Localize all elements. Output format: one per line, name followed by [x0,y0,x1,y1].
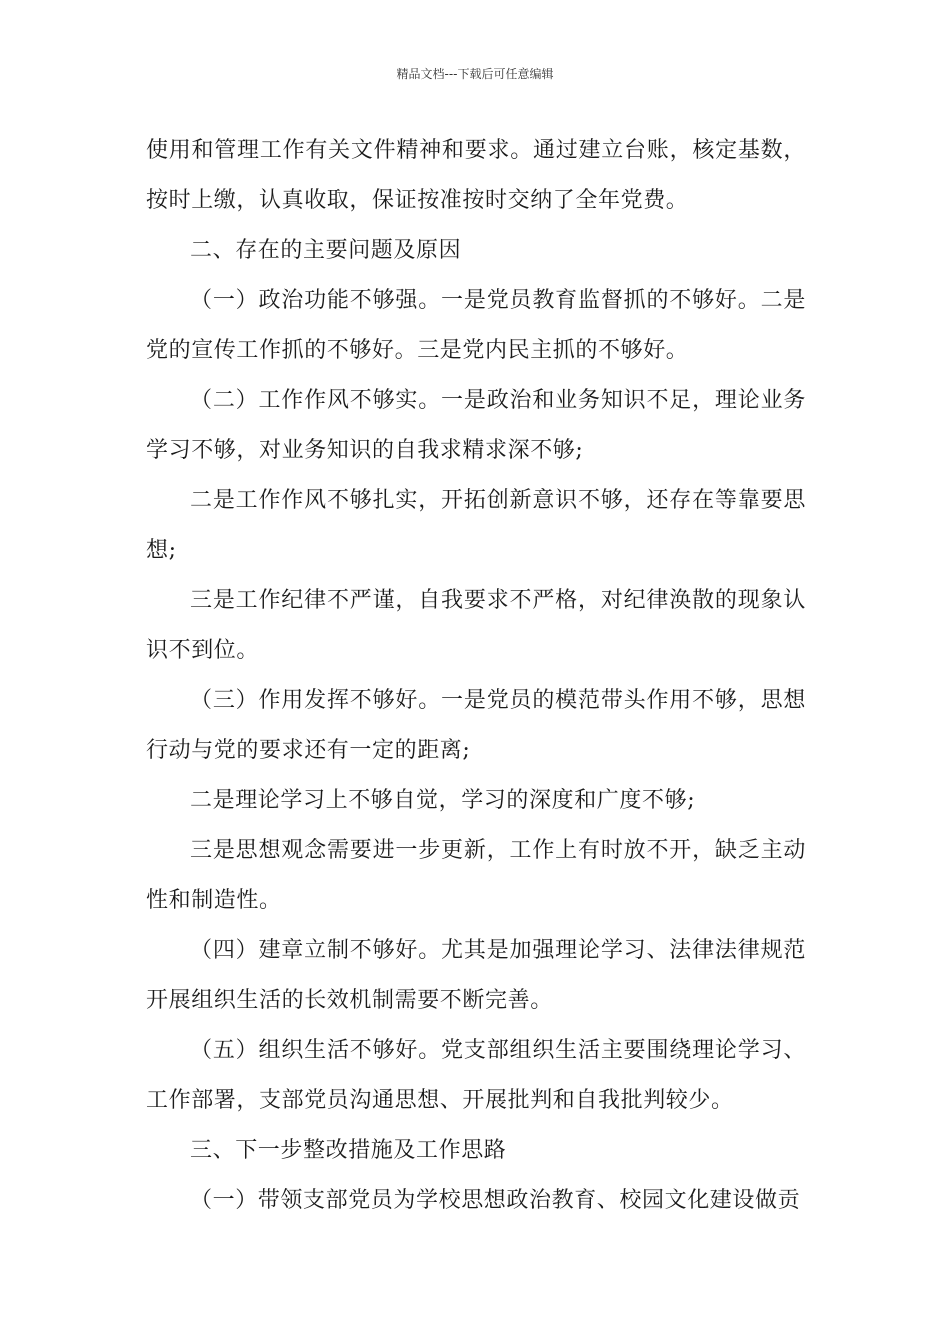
paragraph: （四）建章立制不够好。尤其是加强理论学习、法律法律规范开展组织生活的长效机制需要不断完善。 [146,938,806,1013]
paragraph: （五）组织生活不够好。党支部组织生活主要围绕理论学习、工作部署，支部党员沟通思想、开展批判和自我批判较少。 [146,1038,806,1113]
paragraph: （二）工作作风不够实。一是政治和业务知识不足，理论业务学习不够，对业务知识的自我求精求深不够; [146,388,806,463]
page-header: 精品文档---下载后可任意编辑 [396,67,554,81]
paragraph: （一）带领支部党员为学校思想政治教育、校园文化建设做贡 [190,1188,801,1213]
section-heading: 三、下一步整改措施及工作思路 [190,1138,507,1163]
paragraph: 使用和管理工作有关文件精神和要求。通过建立台账，核定基数，按时上缴，认真收取，保证按准按时交纳了全年党费。 [146,138,806,213]
paragraph: 二是理论学习上不够自觉，学习的深度和广度不够; [190,788,696,813]
paragraph: （三）作用发挥不够好。一是党员的模范带头作用不够，思想行动与党的要求还有一定的距离; [146,688,806,763]
paragraph: 三是思想观念需要进一步更新，工作上有时放不开，缺乏主动性和制造性。 [146,838,806,913]
paragraph: （一）政治功能不够强。一是党员教育监督抓的不够好。二是党的宣传工作抓的不够好。三是党内民主抓的不够好。 [146,288,806,363]
paragraph: 二是工作作风不够扎实，开拓创新意识不够，还存在等靠要思想; [146,488,806,563]
section-heading: 二、存在的主要问题及原因 [190,238,462,263]
document-body [146,126,806,1226]
paragraph: 三是工作纪律不严谨，自我要求不严格，对纪律涣散的现象认识不到位。 [146,588,806,663]
